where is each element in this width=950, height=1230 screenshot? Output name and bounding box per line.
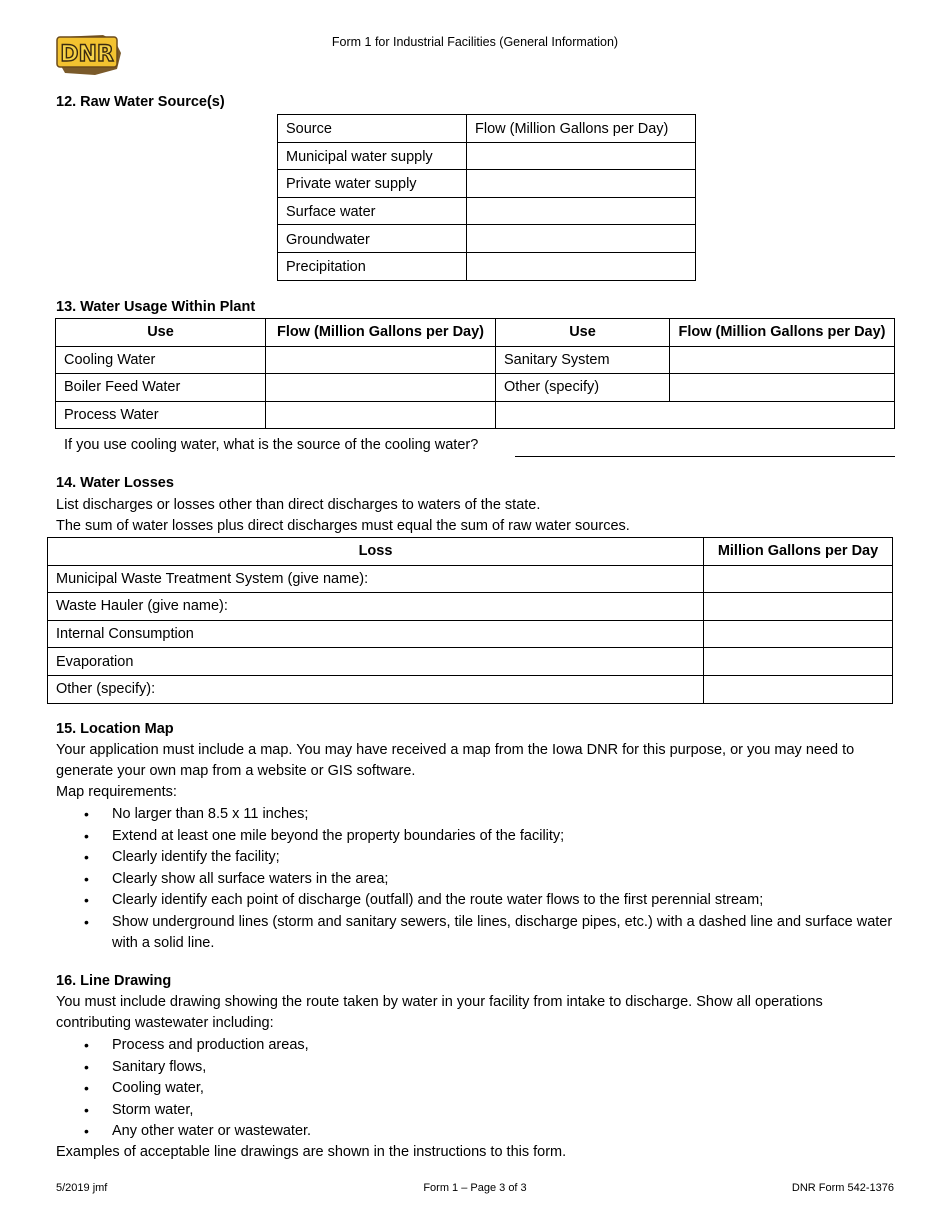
flow-input-cell[interactable] xyxy=(467,170,696,198)
line-drawing-intro: You must include drawing showing the route taken by water in your facility from intake to discharge. Show all operations contributing wastewater including: xyxy=(56,994,823,1031)
list-item: • Sanitary flows, xyxy=(56,1057,896,1079)
loss-label: Municipal Waste Treatment System (give name): xyxy=(48,565,704,593)
table-row xyxy=(48,620,893,648)
table-row xyxy=(278,252,696,280)
loss-label: Evaporation xyxy=(48,648,704,676)
mgd-input-cell[interactable] xyxy=(704,648,893,676)
section-16-heading: 16. Line Drawing xyxy=(56,973,172,989)
list-item: • Process and production areas, xyxy=(56,1035,896,1057)
source-label: Private water supply xyxy=(278,170,467,198)
cooling-source-input-line[interactable] xyxy=(515,456,895,457)
list-item: • Clearly identify each point of discharge (outfall) and the route water flows to the first perennial stream; xyxy=(56,890,896,912)
use-label: Boiler Feed Water xyxy=(56,374,266,402)
losses-instruction-1: List discharges or losses other than direct discharges to waters of the state. xyxy=(56,497,541,513)
list-item: • Any other water or wastewater. xyxy=(56,1121,896,1143)
logo-text: DNR xyxy=(60,42,114,67)
column-header: Flow (Million Gallons per Day) xyxy=(467,115,696,143)
table-row xyxy=(278,197,696,225)
list-item: • Storm water, xyxy=(56,1100,896,1122)
footer-page: Form 1 – Page 3 of 3 xyxy=(423,1182,527,1194)
column-header: Flow (Million Gallons per Day) xyxy=(670,319,895,347)
table-row xyxy=(278,170,696,198)
table-row xyxy=(48,648,893,676)
cooling-water-question: If you use cooling water, what is the source of the cooling water? xyxy=(64,437,479,453)
losses-instruction-2: The sum of water losses plus direct discharges must equal the sum of raw water sources. xyxy=(56,518,630,534)
source-label: Groundwater xyxy=(278,225,467,253)
section-15-heading: 15. Location Map xyxy=(56,721,174,737)
loss-label: Other (specify): xyxy=(48,675,704,703)
use-label: Process Water xyxy=(56,401,266,429)
column-header: Source xyxy=(278,115,467,143)
list-item: • Show underground lines (storm and sanitary sewers, tile lines, discharge pipes, etc.) with a dashed line and surface water with a solid line. xyxy=(56,912,896,955)
flow-input-cell[interactable] xyxy=(266,346,496,374)
mgd-input-cell[interactable] xyxy=(704,565,893,593)
list-item: • Extend at least one mile beyond the property boundaries of the facility; xyxy=(56,826,896,848)
map-requirements-list xyxy=(56,804,896,955)
flow-input-cell[interactable] xyxy=(467,225,696,253)
line-drawing-closing: Examples of acceptable line drawings are shown in the instructions to this form. xyxy=(56,1144,567,1160)
flow-input-cell[interactable] xyxy=(467,142,696,170)
table-header-row xyxy=(48,538,893,566)
footer-form-number: DNR Form 542-1376 xyxy=(791,1182,894,1194)
table-row xyxy=(56,401,895,429)
table-header-row xyxy=(56,319,895,347)
list-item: • Clearly identify the facility; xyxy=(56,847,896,869)
flow-input-cell[interactable] xyxy=(467,252,696,280)
section-12-heading: 12. Raw Water Source(s) xyxy=(56,94,225,110)
footer-date: 5/2019 jmf xyxy=(56,1182,108,1194)
loss-label: Internal Consumption xyxy=(48,620,704,648)
use-label: Cooling Water xyxy=(56,346,266,374)
water-losses-table xyxy=(47,537,893,704)
use-label: Other (specify) xyxy=(496,374,670,402)
raw-water-source-table xyxy=(277,114,696,281)
table-row xyxy=(278,142,696,170)
column-header: Use xyxy=(56,319,266,347)
table-row xyxy=(56,346,895,374)
column-header: Million Gallons per Day xyxy=(704,538,893,566)
column-header: Flow (Million Gallons per Day) xyxy=(266,319,496,347)
section-13-heading: 13. Water Usage Within Plant xyxy=(56,299,256,315)
mgd-input-cell[interactable] xyxy=(704,620,893,648)
flow-input-cell[interactable] xyxy=(670,374,895,402)
source-label: Municipal water supply xyxy=(278,142,467,170)
section-14-heading: 14. Water Losses xyxy=(56,475,174,491)
table-row xyxy=(48,675,893,703)
flow-input-cell[interactable] xyxy=(266,374,496,402)
column-header: Use xyxy=(496,319,670,347)
flow-input-cell[interactable] xyxy=(266,401,496,429)
use-label: Sanitary System xyxy=(496,346,670,374)
form-title: Form 1 for Industrial Facilities (General Information) xyxy=(331,35,619,49)
mgd-input-cell[interactable] xyxy=(704,593,893,621)
location-map-intro: Your application must include a map. You may have received a map from the Iowa DNR for this purpose, or you may need to generate your own map from a website or GIS software. xyxy=(56,742,855,779)
table-row xyxy=(48,593,893,621)
flow-input-cell[interactable] xyxy=(670,346,895,374)
water-usage-table xyxy=(55,318,895,429)
mgd-input-cell[interactable] xyxy=(704,675,893,703)
list-item: • Clearly show all surface waters in the area; xyxy=(56,869,896,891)
column-header: Loss xyxy=(48,538,704,566)
flow-input-cell[interactable] xyxy=(467,197,696,225)
table-row xyxy=(56,374,895,402)
table-header-row xyxy=(278,115,696,143)
loss-label: Waste Hauler (give name): xyxy=(48,593,704,621)
source-label: Surface water xyxy=(278,197,467,225)
table-row xyxy=(278,225,696,253)
map-requirements-label: Map requirements: xyxy=(56,784,177,800)
source-label: Precipitation xyxy=(278,252,467,280)
list-item: • Cooling water, xyxy=(56,1078,896,1100)
line-drawing-list xyxy=(56,1035,896,1143)
empty-cell[interactable] xyxy=(496,401,895,429)
list-item: • No larger than 8.5 x 11 inches; xyxy=(56,804,896,826)
table-row xyxy=(48,565,893,593)
